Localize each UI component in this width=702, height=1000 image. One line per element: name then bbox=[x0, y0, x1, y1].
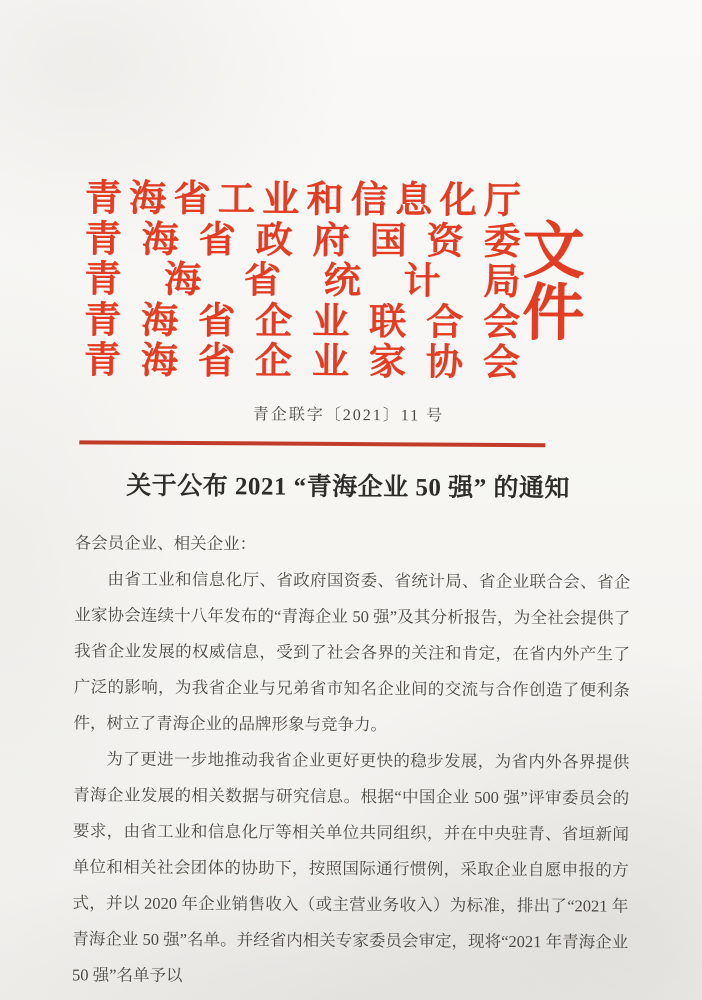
agency-name-line: 青海省统计局 bbox=[84, 259, 521, 304]
document-title: 关于公布 2021 “青海企业 50 强” 的通知 bbox=[126, 472, 570, 503]
letterhead-agencies bbox=[84, 179, 521, 384]
body-paragraph: 为了更进一步地推动我省企业更好更快的稳步发展，为省内外各界提供青海企业发展的相关数据与研究信息。根据“中国企业 500 强”评审委员会的要求，由省工业和信息化厅等相关单位共同组织，并在中央驻青、省垣新闻单位和相关社会团体的协助下，按照国际通行惯例，采取企业自愿申报的方式，并以 2020 年企业销售收入（或主营业务收入）为标准，排出了“2021 年青海企业 50 强”名单。并经省内相关专家委员会审定，现将“2021 年青海企业 50 强”名单予以 bbox=[71, 749, 630, 985]
doc-type-label: 文件 bbox=[521, 218, 582, 349]
red-separator-line bbox=[79, 440, 545, 446]
salutation: 各会员企业、相关企业： bbox=[74, 533, 257, 554]
letterhead bbox=[84, 179, 633, 385]
agency-name-line: 青海省工业和信息化厅 bbox=[84, 178, 521, 223]
agency-name-line: 青海省企业家协会 bbox=[83, 340, 520, 385]
agency-name-line: 青海省政府国资委 bbox=[84, 218, 521, 263]
doc-number: 青企联字〔2021〕11 号 bbox=[252, 406, 445, 425]
agency-name-line: 青海省企业联合会 bbox=[83, 299, 521, 344]
body-paragraph: 由省工业和信息化厅、省政府国资委、省统计局、省企业联合会、省企业家协会连续十八年发布的“青海企业 50 强”及其分析报告，为全社会提供了我省企业发展的权威信息，受到了社会各界的关注和肯定，在省内外产生了广泛的影响，为我省企业与兄弟省市知名企业间的交流与合作创造了便利条件，树立了青海企业的品牌形象与竞争力。 bbox=[73, 569, 631, 735]
document-body bbox=[72, 525, 631, 996]
